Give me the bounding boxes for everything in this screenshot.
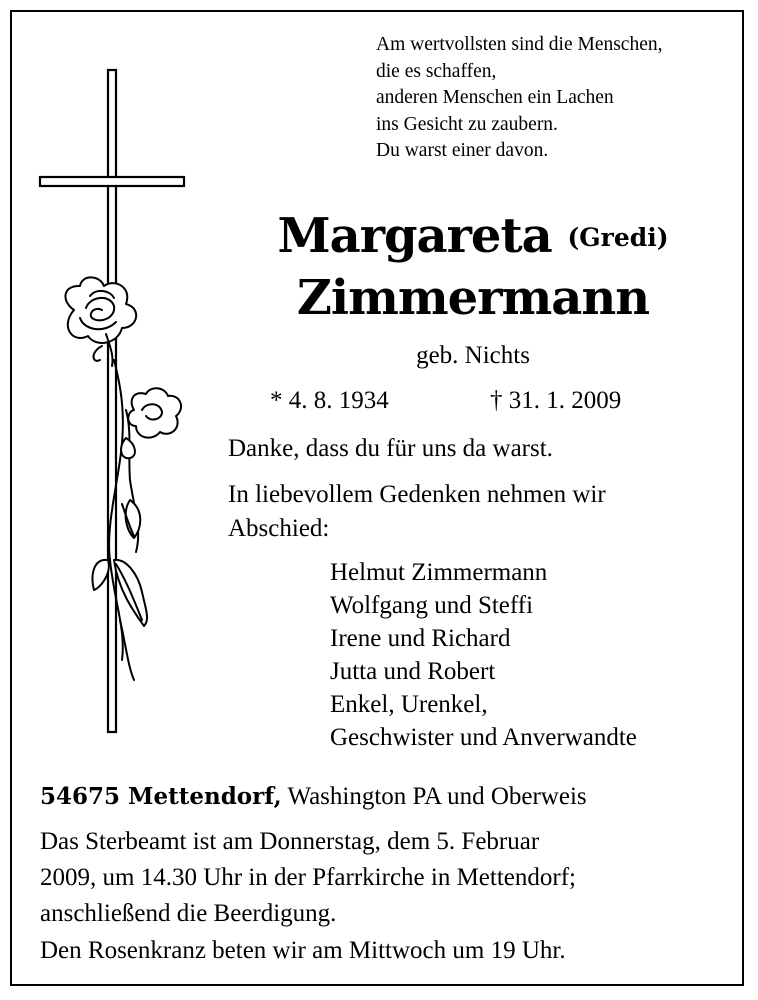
mourner: Enkel, Urenkel, [330, 691, 488, 718]
poem-line: Am wertvollsten sind die Menschen, [376, 34, 663, 55]
life-dates [270, 384, 690, 418]
notice-line: Das Sterbeamt ist am Donnerstag, dem 5. Februar [40, 828, 540, 855]
cross-with-roses-icon [30, 60, 200, 740]
first-name: Margareta [277, 208, 552, 264]
farewell-line: In liebevollem Gedenken nehmen wir [228, 481, 606, 508]
funeral-notice [40, 824, 576, 932]
mourner: Geschwister und Anverwandte [330, 724, 637, 751]
farewell-text [228, 478, 606, 546]
poem [376, 32, 736, 165]
mourner: Helmut Zimmermann [330, 559, 548, 586]
notice-line: 2009, um 14.30 Uhr in der Pfarrkirche in Mettendorf; [40, 864, 576, 891]
notice-line: anschließend die Beerdigung. [40, 900, 337, 927]
birth-name: geb. Nichts [416, 342, 530, 369]
deceased-first-name [230, 208, 716, 266]
place-line [40, 780, 587, 814]
mourner: Wolfgang und Steffi [330, 592, 534, 619]
thanks-text: Danke, dass du für uns da warst. [228, 435, 553, 462]
deceased-last-name: Zimmermann [296, 270, 650, 326]
mourners-list [330, 556, 637, 754]
place-others: Washington PA und Oberweis [287, 783, 587, 810]
poem-line: anderen Menschen ein Lachen [376, 87, 614, 108]
rosary-notice: Den Rosenkranz beten wir am Mittwoch um 19 Uhr. [40, 937, 566, 964]
poem-line: die es schaffen, [376, 60, 497, 82]
mourner: Irene und Richard [330, 625, 511, 652]
birth-date: * 4. 8. 1934 [270, 387, 389, 414]
mourner: Jutta und Robert [330, 658, 496, 685]
death-date: † 31. 1. 2009 [490, 387, 622, 414]
farewell-line: Abschied: [228, 515, 330, 542]
poem-line: Du warst einer davon. [376, 140, 549, 161]
place-main: 54675 Mettendorf, [40, 783, 282, 810]
nickname: (Gredi) [567, 223, 669, 252]
poem-line: ins Gesicht zu zaubern. [376, 113, 558, 135]
